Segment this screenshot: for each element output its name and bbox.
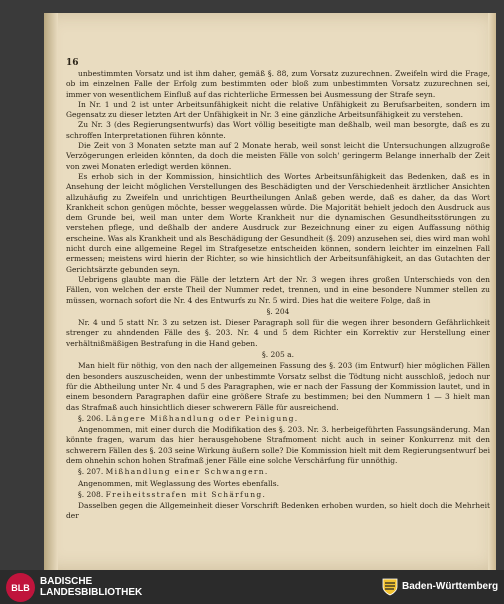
section-207-label: §. 207.	[78, 467, 104, 477]
paragraph-4: Die Zeit von 3 Monaten setzte man auf 2 Monate herab, weil sonst leicht die Untersuchungen allzugroße Verzögerungen erleiden könnten, da doch die meisten Fälle von solch' geringerm Belange innerhalb der Zeit von zwei Monaten erledigt werden können.	[66, 141, 490, 171]
paragraph-5: Es erhob sich in der Kommission, hinsichtlich des Wortes Arbeitsunfähigkeit das Bedenken, daß es in Ansehung der leicht möglichen Verstellungen des Beschädigten und der Verschiedenheit ärztlicher Ansichten allzuhäufig zu Zweifeln und unrichtigen Beurtheilungen Anlaß geben werde, daß es daher, da das Wort Krankheit schon genügen möchte, besser weggelassen würde. Die Majorität behielt jedoch den Ausdruck aus dem Grunde bei, weil man unter dem Worte Krankheit nur die dynamischen Gesundheitsstörungen zu verstehen pflege, und deßhalb der andere Ausdruck zur Bezeichnung einer zu eigen Auffassung nöthig erscheine. Was als Krankheit und als Beschädigung der Gesundheit (§. 209) anzusehen sei, dies wird man wohl nicht durch eine allgemeine Regel im Strafgesetze entscheiden können, sondern leichter im einzelnen Fall ermessen; meistens wird hierin der Richter, so wie hinsichtlich der Arbeitsunfähigkeit, an das Gutachten der Gerichtsärzte gebunden seyn.	[66, 171, 490, 274]
blb-logo-text: BLB	[11, 582, 30, 593]
section-207-text: Angenommen, mit Weglassung des Wortes ebenfalls.	[78, 478, 279, 488]
section-207-title: Mißhandlung einer Schwangern.	[105, 467, 269, 477]
paragraph-1: unbestimmten Vorsatz und ist ihm daher, gemäß §. 88, zum Vorsatz zuzurechnen. Zweifeln wird die Frage, ob im einzelnen Falle der Erfolg zum bestimmten oder bloß zum unbestimmten Vorsatz zuzurechnen sei, immer von wesentlichem Einfluß auf das richterliche Ermessen bei Ausmessung der Strafe seyn.	[66, 69, 490, 99]
section-206-label: §. 206.	[78, 413, 104, 423]
section-206-title: Längere Mißhandlung oder Peinigung.	[105, 413, 299, 423]
page-gutter-shadow	[44, 13, 58, 570]
section-207-heading	[66, 467, 490, 477]
blb-name-line2: LANDESBIBLIOTHEK	[40, 587, 143, 598]
section-205a-heading: §. 205 a.	[261, 350, 295, 360]
bw-coat-of-arms-icon[interactable]	[382, 578, 398, 596]
book-page	[44, 13, 496, 570]
paragraph-2: In Nr. 1 und 2 ist unter Arbeitsunfähigkeit nicht die relative Unfähigkeit zu Berufsarbeiten, sondern im Gegensatz zu dieser letzten Art der Unfähigkeit in Nr. 3 eine gänzliche Arbeitsunfähigkeit zu verstehen.	[66, 99, 490, 120]
section-208-title: Freiheitsstrafen mit Schärfung.	[105, 489, 267, 499]
section-204-text: Nr. 4 und 5 statt Nr. 3 zu setzen ist. Dieser Paragraph soll für die wegen ihrer besondern Gefährlichkeit strenger zu ahndenden Fälle des §. 203. Nr. 4 und 5 dem Richter ein Korrektiv zur Herstellung einer verhältnißmäßigen Bestrafung in die Hand geben.	[66, 318, 490, 348]
section-208-text: Dasselben gegen die Allgemeinheit dieser Vorschrift Bedenken erhoben wurden, so hielt doch die Mehrheit der	[66, 501, 490, 521]
blb-logo-icon[interactable]	[6, 573, 35, 602]
section-204-heading: §. 204	[266, 306, 290, 316]
blb-name-line1: BADISCHE	[40, 576, 93, 587]
paragraph-6: Uebrigens glaubte man die Fälle der letztern Art der Nr. 3 wegen ihres großen Unterschieds von den Fällen, von welchen der erste Theil der Nummer redet, trennen, und in eine besondere Nummer stellen zu müssen, wornach sofort die Nr. 4 des Entwurfs zu Nr. 5 wird. Dies hat die weitere Folge, daß in	[66, 274, 490, 305]
section-208-label: §. 208.	[78, 489, 104, 499]
page-number: 16	[66, 58, 79, 68]
bw-name[interactable]: Baden-Württemberg	[402, 581, 499, 592]
section-205a-text: Man hielt für nöthig, von den nach der allgemeinen Fassung des §. 203 (im Entwurf) hier möglichen Fällen den besonders auszuscheiden, wenn der unbestimmte Vorsatz selbst die Tödtung nicht ausschloß, jedoch nur für die Abtheilung unter Nr. 4 und 5 des Paragraphen, wie er nach der Fassung der Kommission lautet, und in einem besondern Paragraphen dafür eine größere Strafe zu bestimmen; bei den Nummern 1 — 3 hielt man das Strafmaß auch hinsichtlich dieser schwerern Fälle für ausreichend.	[66, 361, 490, 412]
blb-name[interactable]	[40, 576, 142, 598]
paragraph-3: Zu Nr. 3 (des Regierungsentwurfs) das Wort völlig beseitigte man deßhalb, weil man besorgte, daß es zu schroffen Interpretationen führen könnte.	[66, 120, 490, 140]
section-206-heading	[66, 414, 490, 424]
section-208-heading	[66, 490, 490, 500]
footer-bar	[0, 570, 504, 604]
section-206-text: Angenommen, mit einer durch die Modifikation des §. 203. Nr. 3. herbeigeführten Fassungsänderung. Man könnte fragen, warum das hier herausgehobene Strafmoment nicht auch in seiner Konkurrenz mit den schwerern Fällen des §. 203 seine Wirkung äußern solle? Die Kommission hielt mit dem Regierungsentwurf bei dem ohnehin schon hohen Strafmaß jener Fälle eine solche Verschärfung für unnöthig.	[66, 425, 490, 465]
page-text	[66, 57, 490, 522]
